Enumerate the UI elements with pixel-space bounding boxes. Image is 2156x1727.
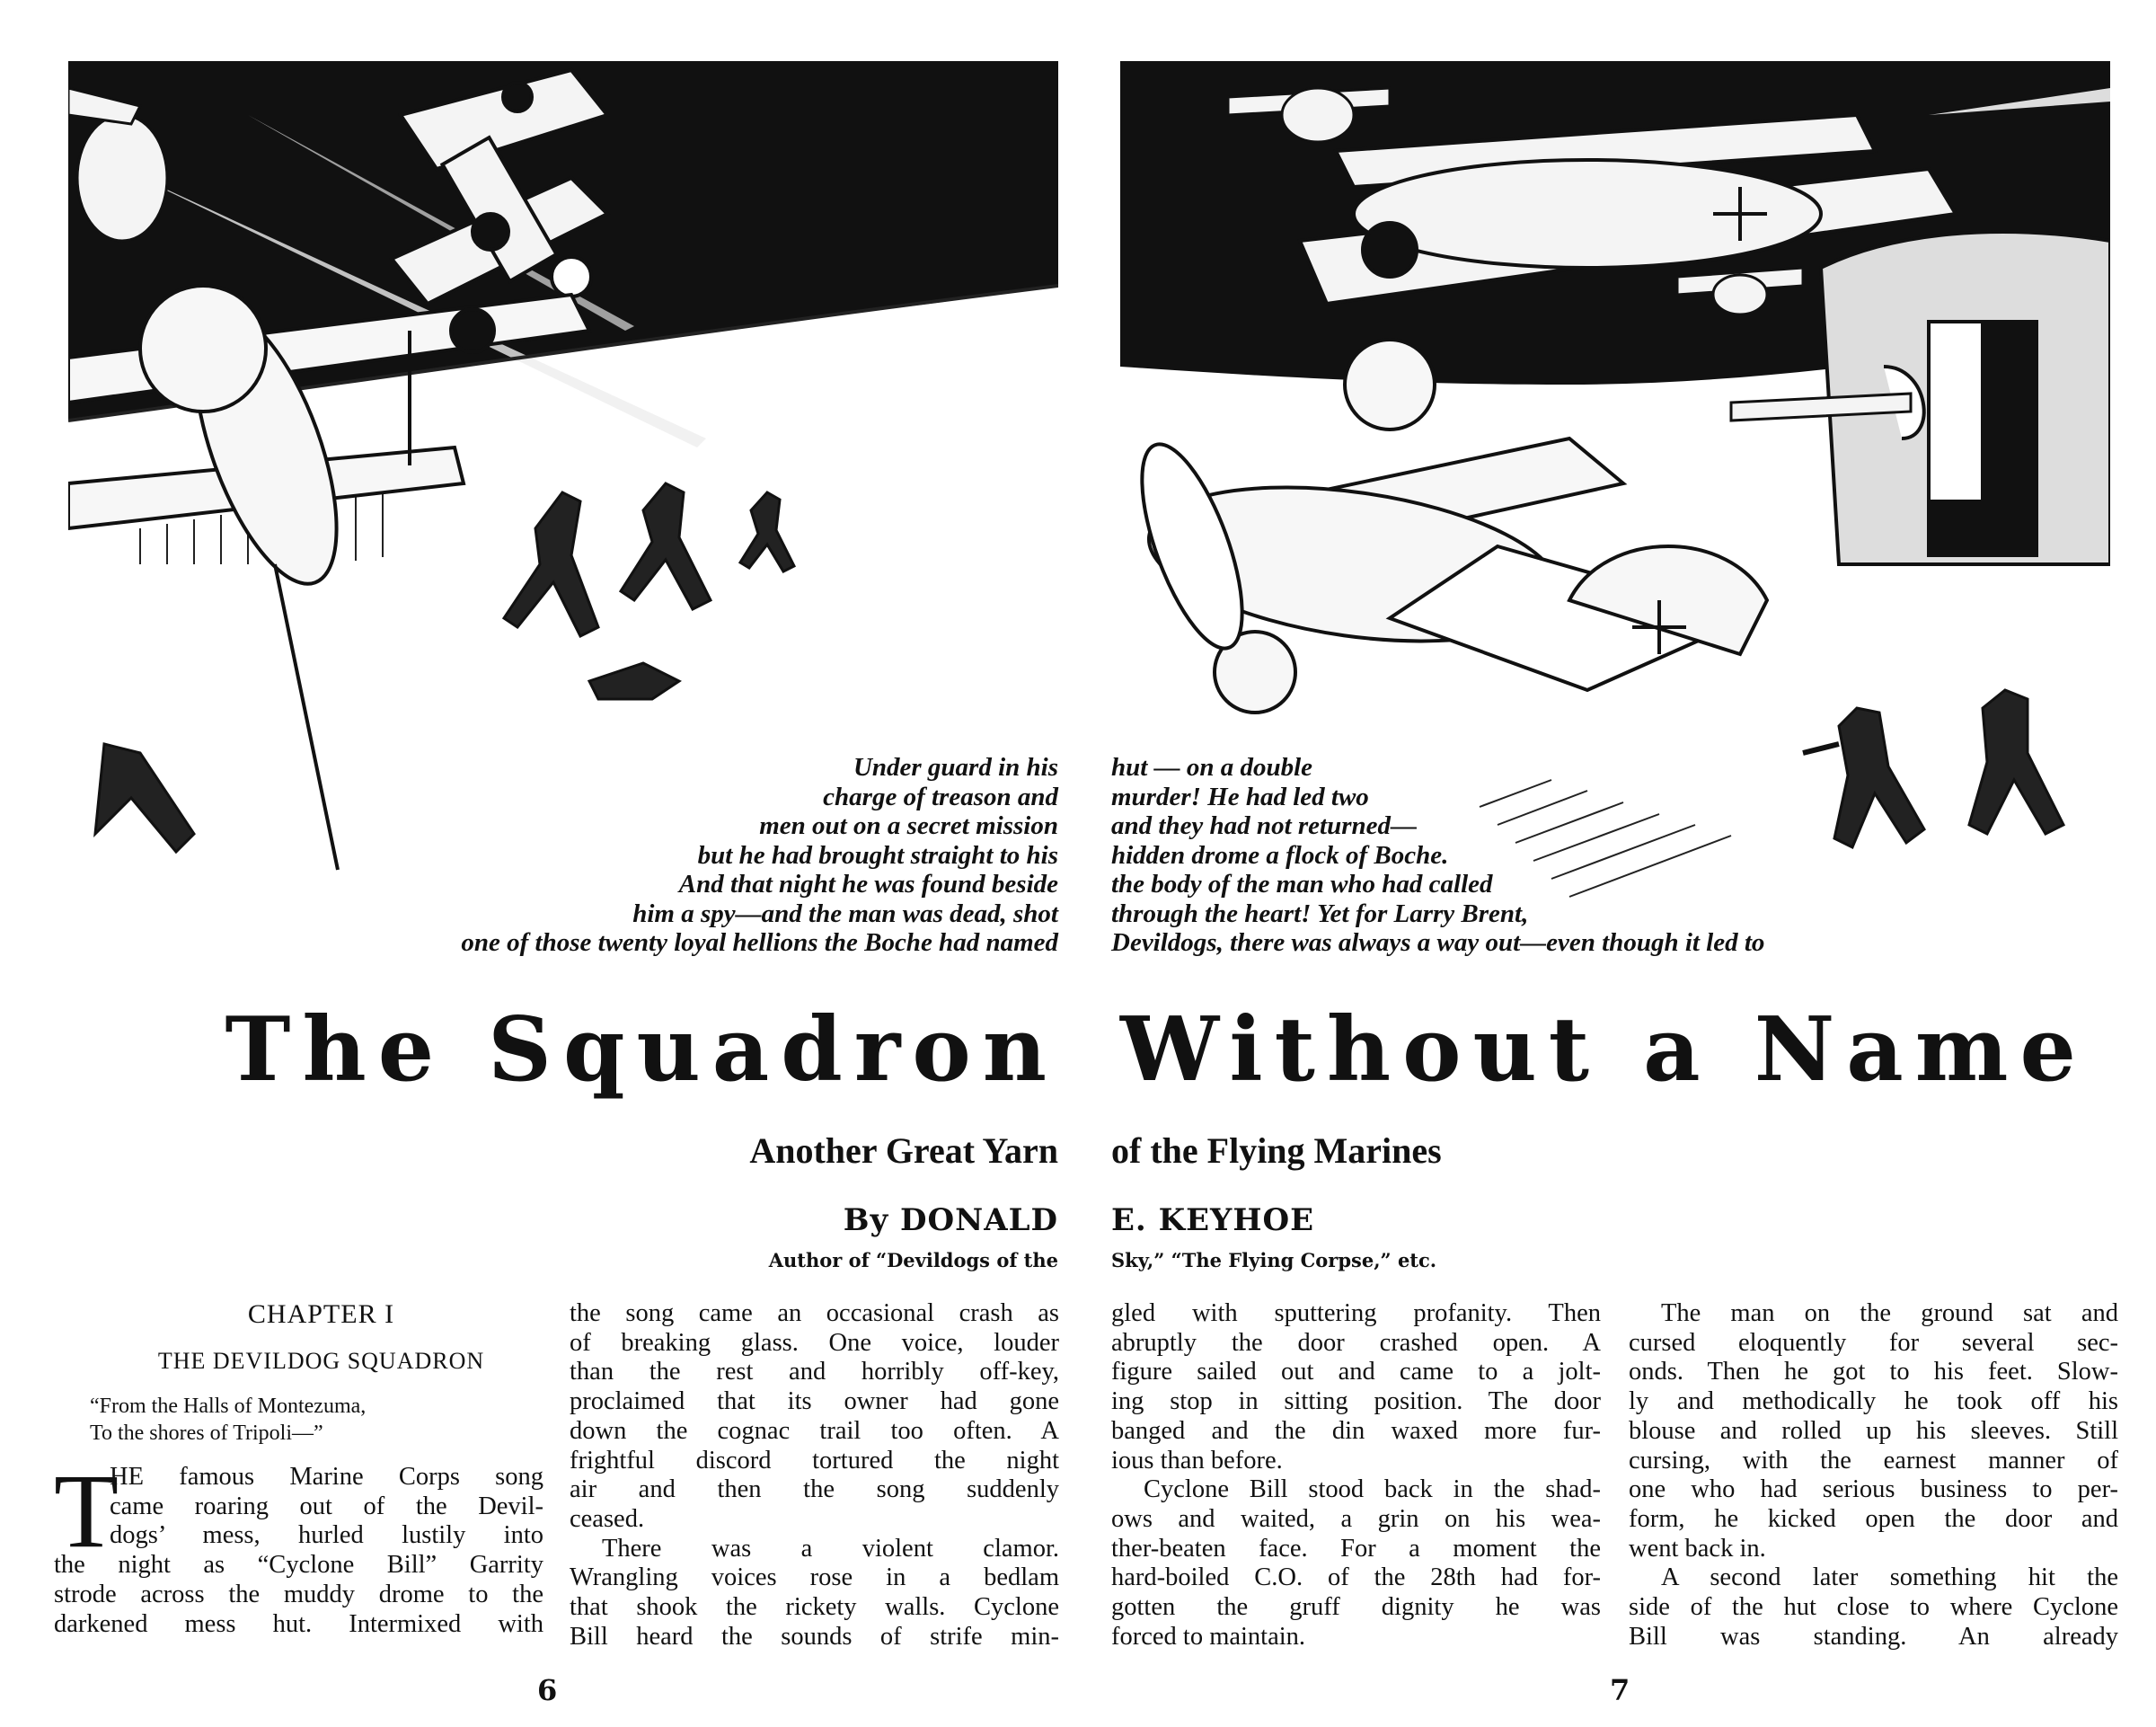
subtitle-left: Another Great Yarn bbox=[749, 1130, 1058, 1171]
text-line: onds. Then he got to his feet. Slow- bbox=[1629, 1358, 2118, 1386]
epigraph-line: To the shores of Tripoli—” bbox=[90, 1421, 323, 1445]
text-line: cursed eloquently for several sec- bbox=[1629, 1328, 2118, 1357]
epigraph-line: “From the Halls of Montezuma, bbox=[90, 1395, 367, 1418]
text-line: There was a violent clamor. bbox=[602, 1534, 1059, 1563]
caption-line: Devildogs, there was always a way out—even though it led to bbox=[1111, 928, 1765, 957]
text-line: ows and waited, a grin on his wea- bbox=[1111, 1504, 1601, 1533]
story-title-right: Without a Name bbox=[1120, 998, 2088, 1102]
chapter-title-rest: HE DEVILDOG SQUADRON bbox=[172, 1348, 485, 1374]
illustration-caption-right bbox=[1111, 753, 1764, 958]
epigraph bbox=[90, 1393, 543, 1447]
text-line: banged and the din waxed more fur- bbox=[1111, 1416, 1601, 1445]
text-line: ther-beaten face. For a moment the bbox=[1111, 1534, 1601, 1563]
text-line: went back in. bbox=[1629, 1534, 1766, 1563]
author-note-right: Sky,” “The Flying Corpse,” etc. bbox=[1111, 1249, 1437, 1271]
text-line: that shook the rickety walls. Cyclone bbox=[570, 1593, 1059, 1622]
story-title-left: The Squadron bbox=[225, 998, 1058, 1102]
text-line: the night as “Cyclone Bill” Garrity bbox=[54, 1551, 543, 1580]
text-line: of breaking glass. One voice, louder bbox=[570, 1328, 1059, 1357]
caption-line: hut — on a double bbox=[1111, 753, 1312, 782]
text-line: gled with sputtering profanity. Then bbox=[1111, 1299, 1601, 1327]
text-line: frightful discord tortured the night bbox=[570, 1446, 1059, 1475]
text-line: ing stop in sitting position. The door bbox=[1111, 1387, 1601, 1416]
page-number-left: 6 bbox=[537, 1673, 558, 1707]
text-line: abruptly the door crashed open. A bbox=[1111, 1328, 1601, 1357]
text-line: ly and methodically he took off his bbox=[1629, 1387, 2118, 1416]
text-line: than the rest and horribly off-key, bbox=[570, 1358, 1059, 1386]
text-line: Wrangling voices rose in a bedlam bbox=[570, 1563, 1059, 1592]
text-line: cursing, with the earnest manner of bbox=[1629, 1446, 2118, 1475]
text-line: darkened mess hut. Intermixed with bbox=[54, 1609, 543, 1638]
byline-left: By DONALD bbox=[843, 1202, 1058, 1238]
opening-paragraph bbox=[54, 1452, 543, 1639]
caption-line: men out on a secret mission bbox=[759, 811, 1058, 840]
text-column-2 bbox=[570, 1299, 1059, 1652]
text-line: dogs’ mess, hurled lustily into bbox=[110, 1521, 543, 1550]
chapter-title-initial: T bbox=[157, 1348, 173, 1374]
text-column-4 bbox=[1629, 1299, 2118, 1652]
text-line: forced to maintain. bbox=[1111, 1622, 1306, 1651]
caption-line: hidden drome a flock of Boche. bbox=[1111, 840, 1449, 870]
byline-right: E. KEYHOE bbox=[1111, 1202, 1314, 1238]
author-note-left: Author of “Devildogs of the bbox=[768, 1249, 1058, 1271]
text-line: strode across the muddy drome to the bbox=[54, 1580, 543, 1608]
text-line: HE famous Marine Corps song bbox=[110, 1463, 543, 1491]
drop-cap: T bbox=[54, 1452, 119, 1570]
text-line: blouse and rolled up his sleeves. Still bbox=[1629, 1416, 2118, 1445]
text-line: The man on the ground sat and bbox=[1661, 1299, 2118, 1327]
caption-line: And that night he was found beside bbox=[678, 870, 1058, 899]
text-line: gotten the gruff dignity he was bbox=[1111, 1593, 1601, 1622]
text-line: proclaimed that its owner had gone bbox=[570, 1387, 1059, 1416]
text-line: Bill heard the sounds of strife min- bbox=[570, 1622, 1059, 1651]
text-line: ious than before. bbox=[1111, 1446, 1283, 1475]
caption-line: charge of treason and bbox=[823, 782, 1058, 811]
text-line: down the cognac trail too often. A bbox=[570, 1416, 1059, 1445]
text-line: figure sailed out and came to a jolt- bbox=[1111, 1358, 1601, 1386]
illustration-caption-left bbox=[461, 753, 1058, 958]
text-line: one who had serious business to per- bbox=[1629, 1475, 2118, 1504]
caption-line: but he had brought straight to his bbox=[697, 840, 1058, 870]
subtitle-right: of the Flying Marines bbox=[1111, 1130, 1442, 1171]
text-line: air and then the song suddenly bbox=[570, 1475, 1059, 1504]
text-column-3 bbox=[1111, 1299, 1601, 1652]
chapter-number: CHAPTER I bbox=[247, 1299, 395, 1329]
text-line: the song came an occasional crash as bbox=[570, 1299, 1059, 1327]
caption-line: him a spy—and the man was dead, shot bbox=[632, 899, 1058, 928]
text-line: form, he kicked open the door and bbox=[1629, 1504, 2118, 1533]
caption-line: the body of the man who had called bbox=[1111, 870, 1493, 899]
chapter-title bbox=[99, 1348, 543, 1375]
page-number-right: 7 bbox=[1610, 1673, 1630, 1707]
text-line: A second later something hit the bbox=[1661, 1563, 2118, 1592]
caption-line: Under guard in his bbox=[853, 753, 1058, 782]
text-column-1 bbox=[54, 1299, 543, 1639]
text-line: hard-boiled C.O. of the 28th had for- bbox=[1111, 1563, 1601, 1592]
text-line: came roaring out of the Devil- bbox=[110, 1492, 543, 1520]
text-line: Bill was standing. An already bbox=[1629, 1622, 2118, 1651]
caption-line: murder! He had led two bbox=[1111, 782, 1369, 811]
text-line: ceased. bbox=[570, 1504, 645, 1533]
text-line: Cyclone Bill stood back in the shad- bbox=[1144, 1475, 1601, 1504]
caption-line: and they had not returned— bbox=[1111, 811, 1417, 840]
caption-line: one of those twenty loyal hellions the Boche had named bbox=[461, 928, 1058, 957]
text-line: side of the hut close to where Cyclone bbox=[1629, 1593, 2118, 1622]
caption-line: through the heart! Yet for Larry Brent, bbox=[1111, 899, 1529, 928]
